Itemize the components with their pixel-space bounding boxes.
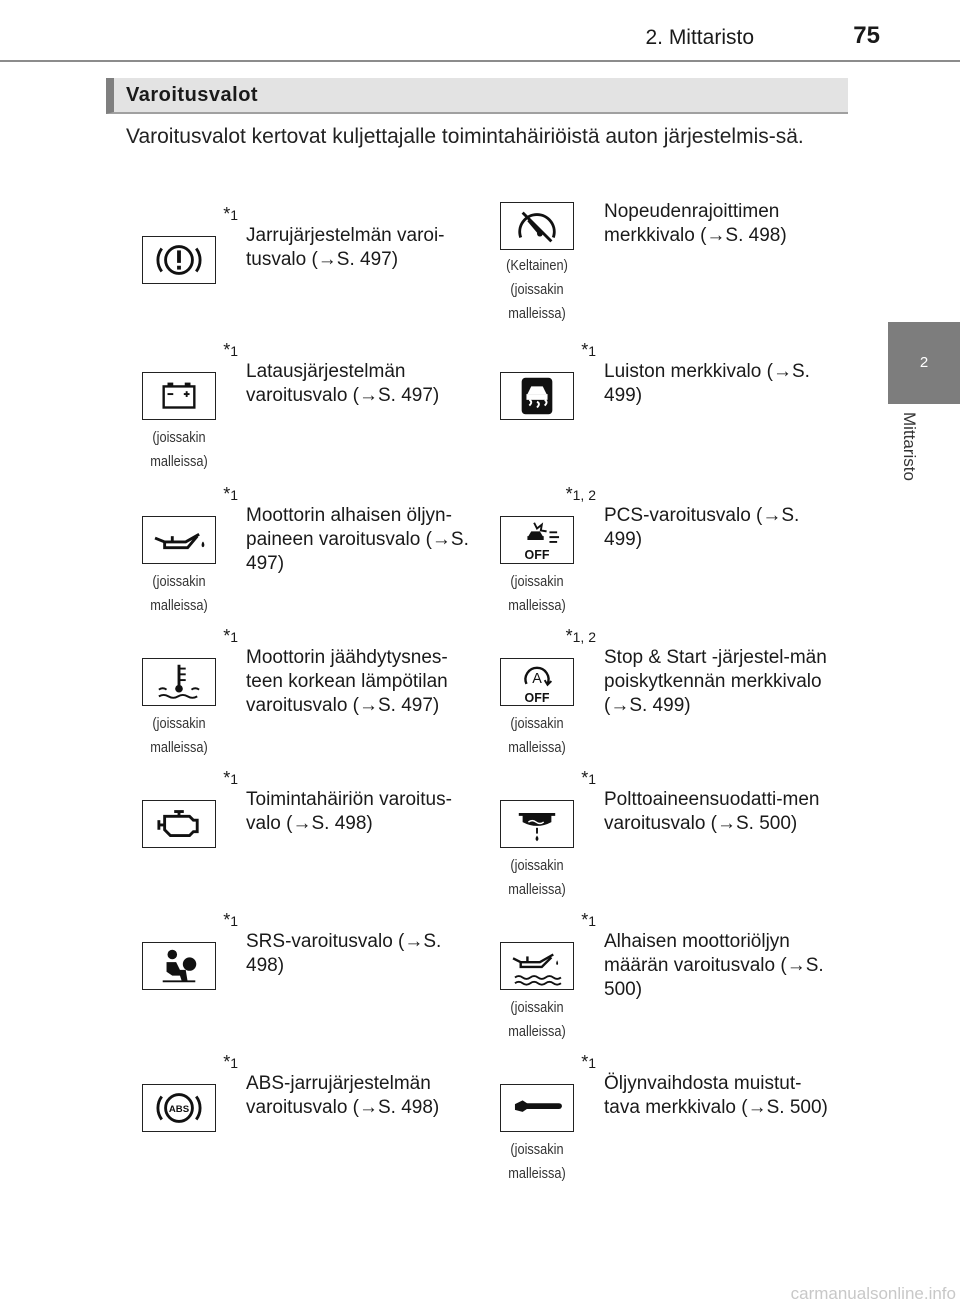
warning-item: [474, 176, 830, 322]
model-note: (joissakin malleissa): [150, 573, 208, 614]
oil-change-icon: [500, 1084, 574, 1132]
footnote-marker: *1, 2: [565, 484, 596, 504]
chapter-tab[interactable]: [888, 322, 960, 404]
warning-item: [116, 198, 472, 338]
model-note: (joissakin malleissa): [508, 573, 566, 614]
model-note: (joissakin malleissa): [508, 715, 566, 756]
item-description: Moottorin alhaisen öljyn-paineen varoitusvalo (→S. 497): [246, 505, 469, 574]
footnote-marker: *1: [223, 204, 238, 224]
brake-warning-icon: [142, 236, 216, 284]
warning-item: [474, 334, 830, 474]
battery-icon: [142, 372, 216, 420]
footnote-marker: *1: [223, 484, 238, 504]
oil-pressure-icon: [142, 516, 216, 564]
item-description: Moottorin jäähdytysnes-teen korkean lämpötilan varoitusvalo (→S. 497): [246, 647, 448, 716]
footnote-marker: *1: [223, 340, 238, 360]
chapter-title: 2. Mittaristo: [645, 26, 754, 49]
item-description: Luiston merkkivalo (→S. 499): [604, 361, 810, 406]
svg-text:A: A: [532, 670, 542, 687]
item-description: PCS-varoitusvalo (→S. 499): [604, 505, 800, 550]
item-description: ABS-jarrujärjestelmän varoitusvalo (→S. 498): [246, 1073, 440, 1118]
item-description: Latausjärjestelmän varoitusvalo (→S. 497): [246, 361, 440, 406]
coolant-temp-icon: [142, 658, 216, 706]
header-rule: [0, 60, 960, 62]
svg-text:OFF: OFF: [524, 691, 550, 705]
item-description: SRS-varoitusvalo (→S. 498): [246, 931, 442, 976]
item-description: Nopeudenrajoittimen merkkivalo (→S. 498): [604, 201, 787, 246]
model-note: (joissakin malleissa): [508, 857, 566, 898]
item-description: Jarrujärjestelmän varoi-tusvalo (→S. 497): [246, 225, 445, 270]
item-description: Stop & Start -järjestel-män poiskytkennän merkkivalo (→S. 499): [604, 647, 827, 716]
warning-item: [116, 478, 472, 618]
warning-item: [116, 904, 472, 1044]
pcs-off-icon: [500, 516, 574, 564]
abs-icon: [142, 1084, 216, 1132]
slip-indicator-icon: [500, 372, 574, 420]
model-note: (joissakin malleissa): [150, 715, 208, 756]
footnote-marker: *1: [223, 1052, 238, 1072]
warning-item: [474, 904, 830, 1044]
warning-item: [474, 762, 830, 902]
svg-text:ABS: ABS: [168, 1103, 190, 1115]
check-engine-icon: [142, 800, 216, 848]
page-number: 75: [853, 22, 880, 49]
chapter-tab-number: 2: [919, 354, 929, 371]
section-heading: [106, 78, 848, 114]
speed-limiter-icon: [500, 202, 574, 250]
chapter-tab-label: Mittaristo: [900, 412, 919, 481]
watermark: carmanualsonline.info: [790, 1284, 956, 1303]
warning-item: [474, 620, 830, 760]
footnote-marker: *1, 2: [565, 626, 596, 646]
warning-item: [474, 1046, 830, 1186]
footnote-marker: *1: [581, 340, 596, 360]
footnote-marker: *1: [581, 1052, 596, 1072]
footnote-marker: *1: [223, 768, 238, 788]
item-description: Öljynvaihdosta muistut-tava merkkivalo (→S. 500): [604, 1073, 828, 1118]
model-note: (Keltainen) (joissakin malleissa): [506, 257, 568, 322]
fuel-filter-icon: [500, 800, 574, 848]
warning-item: [116, 1046, 472, 1186]
warning-item: [474, 478, 830, 618]
warning-item: [116, 334, 472, 474]
model-note: (joissakin malleissa): [508, 1141, 566, 1182]
item-description: Alhaisen moottoriöljyn määrän varoitusvalo (→S. 500): [604, 931, 824, 1000]
footnote-marker: *1: [223, 626, 238, 646]
model-note: (joissakin malleissa): [508, 999, 566, 1040]
item-description: Toimintahäiriön varoitus-valo (→S. 498): [246, 789, 452, 834]
low-oil-level-icon: [500, 942, 574, 990]
footnote-marker: *1: [581, 910, 596, 930]
item-description: Polttoaineensuodatti-men varoitusvalo (→S. 500): [604, 789, 820, 834]
warning-item: [116, 762, 472, 902]
svg-text:OFF: OFF: [524, 548, 550, 563]
intro-paragraph: Varoitusvalot kertovat kuljettajalle toimintahäiriöistä auton järjestelmis-sä.: [126, 125, 804, 148]
footnote-marker: *1: [581, 768, 596, 788]
warning-item: [116, 620, 472, 760]
section-title: Varoitusvalot: [126, 84, 259, 106]
model-note: (joissakin malleissa): [150, 429, 208, 470]
srs-airbag-icon: [142, 942, 216, 990]
footnote-marker: *1: [223, 910, 238, 930]
stop-start-off-icon: [500, 658, 574, 706]
